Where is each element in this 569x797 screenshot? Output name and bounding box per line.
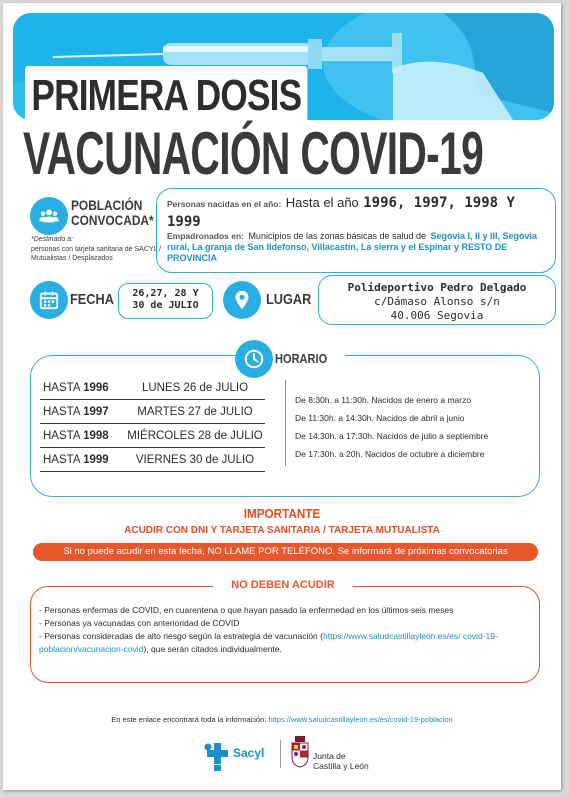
no-deben-list (39, 604, 534, 656)
importante-title: IMPORTANTE (243, 506, 321, 521)
horario-table (40, 376, 265, 472)
footer-info-text: En este enlace encontrará toda la información: (111, 715, 267, 724)
fecha-label: FECHA (70, 291, 114, 308)
row-year: 1996 (83, 381, 109, 394)
table-row (40, 448, 265, 472)
empadronados-label: Empadronados en: (167, 231, 244, 241)
row-year: 1998 (83, 429, 109, 442)
list-item: - Personas ya vacunadas con anterioridad de COVID (39, 618, 240, 628)
poblacion-label-line2: CONVOCADA* (71, 212, 154, 228)
time-slot: De 8:30h. a 11:30h. Nacidos de enero a marzo (295, 395, 472, 405)
list-item (39, 630, 534, 656)
row-prefix: HASTA (43, 429, 80, 442)
jcyl-line2: Castilla y León (313, 761, 369, 771)
main-title: VACUNACIÓN COVID-19 (23, 120, 484, 187)
footer-info-link[interactable]: https://www.saludcastillayleon.es/es/covid-19-poblacion (268, 715, 453, 724)
destinado-title: *Destinado a: (31, 236, 74, 243)
horario-divider (285, 380, 286, 466)
importante-warning-bar: Si no puede acudir en esta fecha, NO LLAME POR TELÉFONO. Se informará de próximas convocatorias (33, 543, 538, 561)
logo-divider (280, 740, 281, 768)
row-prefix: HASTA (43, 381, 80, 394)
poster (3, 3, 561, 790)
fecha-value-line2: 30 de JULIO (132, 300, 199, 311)
lugar-city: 40.006 Segovia (390, 309, 484, 322)
nacidos-prefix: Hasta el año (285, 195, 359, 210)
location-pin-icon (223, 281, 261, 319)
horario-slots (295, 391, 535, 463)
poblacion-label-line1: POBLACIÓN (71, 197, 143, 213)
lugar-venue: Polideportivo Pedro Delgado (347, 281, 527, 294)
row-prefix: HASTA (43, 405, 80, 418)
list-item-end: ), que serán citados individualmente. (143, 644, 282, 654)
importante-subtitle: ACUDIR CON DNI Y TARJETA SANITARIA / TARJETA MUTUALISTA (124, 525, 440, 536)
lugar-box (318, 275, 556, 325)
castilla-leon-shield-icon (291, 736, 309, 774)
row-year: 1999 (83, 453, 109, 466)
horario-label: HORARIO (275, 351, 328, 366)
destinado-text: personas con tarjeta sanitaria de SACYL / Mutualistas / Desplazados (31, 246, 162, 262)
lugar-street: c/Dámaso Alonso s/n (374, 295, 500, 308)
footer-info (3, 715, 561, 724)
time-slot: De 17:30h. a 20h. Nacidos de octubre a diciembre (295, 449, 485, 459)
empadronados-row (167, 230, 552, 263)
poblacion-box (156, 188, 556, 273)
fecha-value-line1: 26,27, 28 Y (132, 288, 199, 299)
time-slot: De 11:30h. a 14:30h. Nacidos de abril a junio (295, 413, 465, 423)
vacunacion-link[interactable]: https://www.saludcastillayleon.es/es/ covid-19-poblacion/vacunacion-covid (39, 631, 498, 654)
list-item: - Personas enfermas de COVID, en cuarentena o que hayan pasado la enfermedad en los últimos seis meses (39, 605, 454, 615)
jcyl-logo-text (313, 751, 369, 771)
nacidos-row (167, 194, 552, 231)
hero-banner (13, 13, 554, 120)
row-date: MIÉRCOLES 28 de JULIO (127, 429, 263, 442)
list-item-text: - Personas consideradas de alto riesgo según la estrategia de vacunación ( (39, 631, 323, 641)
calendar-icon (30, 281, 68, 319)
poblacion-label (71, 198, 154, 228)
nacidos-years: 1996, 1997, 1998 Y 1999 (167, 195, 515, 230)
table-row (40, 400, 265, 424)
table-row (40, 376, 265, 400)
sacyl-logo-text: Sacyl (233, 746, 265, 760)
row-date: MARTES 27 de JULIO (137, 405, 253, 418)
lugar-label: LUGAR (266, 291, 312, 308)
empadronados-zonas: Segovia I, II y III, Segovia rural, La granja de San Ildefonso, Villacastín, La sierra y el Espinar y RESTO DE PROVINCIA (167, 231, 538, 263)
nacidos-label: Personas nacidas en el año: (167, 199, 282, 209)
fecha-box (118, 283, 213, 319)
time-slot: De 14:30h. a 17:30h. Nacidos de julio a septiembre (295, 431, 489, 441)
row-date: LUNES 26 de JULIO (141, 381, 249, 394)
jcyl-line1: Junta de (313, 751, 346, 761)
empadronados-text: Municipios de las zonas básicas de salud de (248, 231, 427, 241)
clock-icon (235, 340, 273, 378)
no-deben-title: NO DEBEN ACUDIR (231, 579, 335, 591)
row-prefix: HASTA (43, 453, 80, 466)
row-year: 1997 (83, 405, 109, 418)
table-row (40, 424, 265, 448)
title-primera-dosis: PRIMERA DOSIS (25, 66, 308, 120)
row-date: VIERNES 30 de JULIO (135, 453, 255, 466)
group-icon (30, 197, 68, 235)
